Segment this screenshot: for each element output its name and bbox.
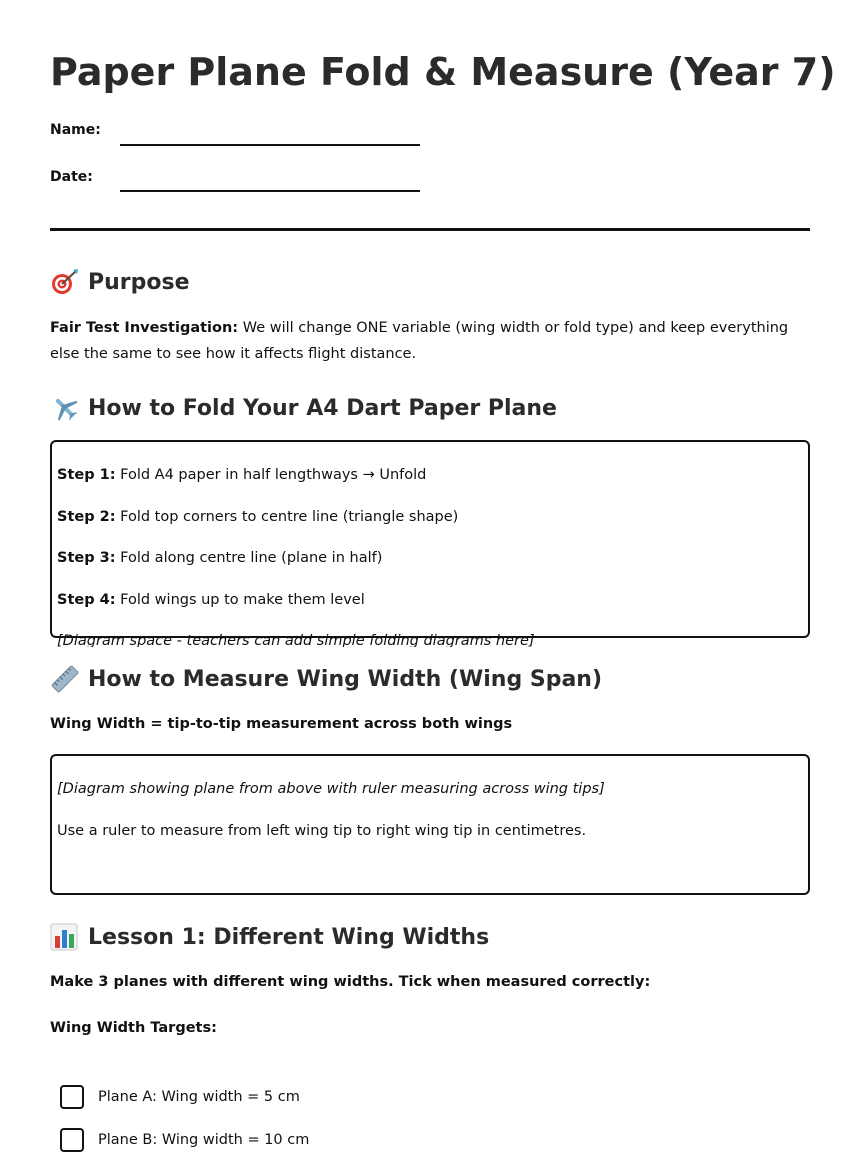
date-field[interactable] xyxy=(120,190,420,192)
folding-heading xyxy=(50,394,557,422)
checkbox[interactable] xyxy=(60,1128,84,1152)
lesson1-heading xyxy=(50,923,489,951)
checklist-item-label: Plane A: Wing width = 5 cm xyxy=(98,1089,300,1105)
measure-heading-text: How to Measure Wing Width (Wing Span) xyxy=(88,666,603,692)
measure-heading xyxy=(50,665,602,693)
step-1: Step 1: Fold A4 paper in half lengthways → Unfold xyxy=(57,467,427,483)
lesson1-heading-text: Lesson 1: Different Wing Widths xyxy=(88,924,490,950)
folding-heading-text: How to Fold Your A4 Dart Paper Plane xyxy=(88,395,557,421)
purpose-heading-text: Purpose xyxy=(88,269,190,295)
wing-width-definition: Wing Width = tip-to-tip measurement across both wings xyxy=(50,716,513,732)
date-label: Date: xyxy=(50,169,93,185)
purpose-paragraph xyxy=(50,315,810,367)
purpose-lead: Fair Test Investigation: xyxy=(50,320,239,336)
target-icon xyxy=(50,268,80,296)
purpose-text: We will change ONE variable (wing width or fold type) and keep everything else the same to see how it affects flight distance. xyxy=(50,320,789,362)
airplane-icon xyxy=(50,394,80,422)
step-4: Step 4: Fold wings up to make them level xyxy=(57,592,365,608)
wing-width-targets-label: Wing Width Targets: xyxy=(50,1020,217,1036)
checklist-item-plane-a[interactable] xyxy=(60,1085,300,1109)
ruler-icon xyxy=(50,665,80,693)
checklist-item-label: Plane B: Wing width = 10 cm xyxy=(98,1132,310,1148)
checkbox[interactable] xyxy=(60,1085,84,1109)
measure-instruction: Use a ruler to measure from left wing tip to right wing tip in centimetres. xyxy=(57,823,587,839)
page-title: Paper Plane Fold & Measure (Year 7) xyxy=(50,50,836,94)
header-divider xyxy=(50,228,810,231)
name-field[interactable] xyxy=(120,144,420,146)
checklist-item-plane-b[interactable] xyxy=(60,1128,309,1152)
measure-diagram-note: [Diagram showing plane from above with ruler measuring across wing tips] xyxy=(57,781,605,797)
step-2: Step 2: Fold top corners to centre line (triangle shape) xyxy=(57,509,459,525)
lesson1-instruction: Make 3 planes with different wing widths. Tick when measured correctly: xyxy=(50,974,651,990)
name-label: Name: xyxy=(50,122,101,138)
folding-diagram-note: [Diagram space - teachers can add simple folding diagrams here] xyxy=(57,633,535,647)
bar-chart-icon xyxy=(50,923,80,951)
step-3: Step 3: Fold along centre line (plane in half) xyxy=(57,550,383,566)
purpose-heading xyxy=(50,268,190,296)
